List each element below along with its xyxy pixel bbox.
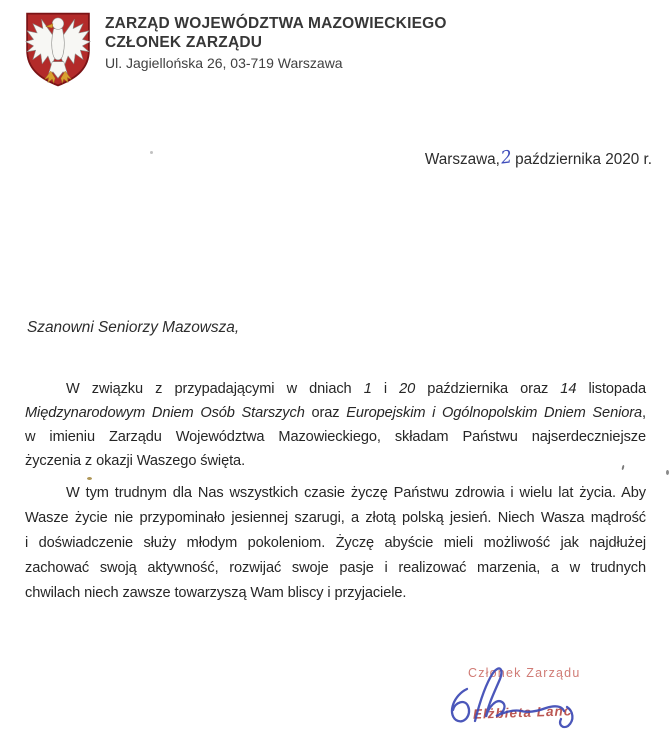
text-line <box>25 377 646 401</box>
text-segment: Międzynarodowym Dniem Osób Starszych <box>25 405 305 421</box>
text-line <box>25 581 646 606</box>
handwritten-signature-icon <box>443 665 613 737</box>
scan-artifact <box>666 470 669 475</box>
org-name-line2: CZŁONEK ZARZĄDU <box>105 34 263 51</box>
paragraph-2 <box>25 481 646 606</box>
text-segment: 20 <box>399 381 416 397</box>
text-segment: listopada <box>576 381 646 397</box>
handwritten-day: 2 <box>499 147 514 169</box>
text-segment: chwilach niech zawsze towarzyszą Wam bliscy i przyjaciele. <box>25 585 407 601</box>
text-line <box>25 449 646 473</box>
text-line <box>25 401 646 425</box>
mazovia-coat-of-arms-icon <box>22 10 94 89</box>
text-segment: 14 <box>560 381 577 397</box>
text-segment: zachować swoją aktywność, rozwijać swoje pasje i realizować marzenia, a w trudnych <box>25 560 646 576</box>
text-segment: W związku z przypadającymi w dniach <box>66 381 364 397</box>
date-rest: października 2020 r. <box>515 151 652 168</box>
letterhead <box>22 10 447 89</box>
date-line <box>425 149 652 169</box>
paragraph-1 <box>25 377 646 473</box>
org-address: Ul. Jagiellońska 26, 03-719 Warszawa <box>105 55 343 71</box>
signature-block <box>443 663 643 739</box>
scan-artifact <box>87 477 92 480</box>
text-segment: i <box>371 381 400 397</box>
text-segment: , <box>642 405 646 421</box>
org-name-line1: ZARZĄD WOJEWÓDZTWA MAZOWIECKIEGO <box>105 15 447 32</box>
date-city: Warszawa, <box>424 151 500 168</box>
scan-artifact <box>150 151 153 154</box>
salutation: Szanowni Seniorzy Mazowsza, <box>27 319 240 336</box>
text-line <box>25 531 646 556</box>
stamp-name: Elżbieta Lanc <box>472 703 573 722</box>
text-line <box>25 556 646 581</box>
text-segment: października oraz <box>415 381 561 397</box>
text-segment: w imieniu Zarządu Województwa Mazowieckiego, składam Państwu najserdeczniejsze <box>25 429 646 445</box>
stamp-title: Członek Zarządu <box>468 666 581 680</box>
text-line <box>25 481 646 506</box>
text-line <box>25 425 646 449</box>
letterhead-text <box>105 10 447 89</box>
text-segment: życzenia z okazji Waszego święta. <box>25 453 246 469</box>
text-segment: Europejskim i Ogólnopolskim Dniem Seniora <box>346 405 643 421</box>
text-line <box>25 506 646 531</box>
text-segment: W tym trudnym dla Nas wszystkich czasie życzę Państwu zdrowia i wielu lat życia. Aby <box>66 485 646 501</box>
text-segment: Wasze życie nie przypominało jesiennej szarugi, a złotą polską jesień. Niech Wasza mądrość <box>25 510 646 526</box>
text-segment: i doświadczenie służy młodym pokoleniom. Życzę abyście mieli możliwość jak najdłużej <box>25 535 646 551</box>
text-segment: oraz <box>304 405 347 421</box>
text-segment: 1 <box>363 381 372 397</box>
